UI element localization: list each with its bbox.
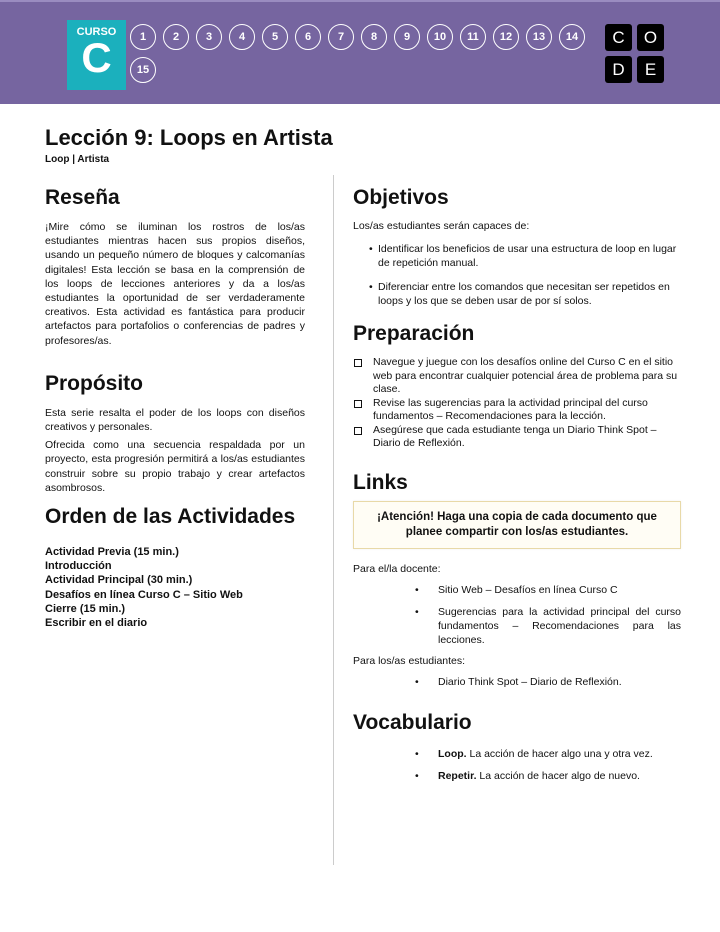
proposito-text-1: Esta serie resalta el poder de los loops con diseños creativos y personales. bbox=[45, 406, 305, 434]
checkbox-icon bbox=[354, 359, 362, 367]
activity-item: Actividad Previa (15 min.) bbox=[45, 546, 179, 559]
prep-text: Navegue y juegue con los desafíos online del Curso C en el sitio web para encontrar cualquier potencial área de problema para su clase. bbox=[373, 356, 678, 395]
activity-item: Escribir en el diario bbox=[45, 617, 148, 630]
prep-text: Asegúrese que cada estudiante tenga un Diario Think Spot – Diario de Reflexión. bbox=[373, 423, 657, 449]
orden-heading: Orden de las Actividades bbox=[45, 505, 296, 529]
logo-letter: C bbox=[605, 24, 632, 51]
page-title: Lección 9: Loops en Artista bbox=[45, 125, 333, 150]
activity-item: Actividad Principal (30 min.) bbox=[45, 574, 193, 587]
activity-item: Desafíos en línea Curso C – Sitio Web bbox=[45, 588, 243, 601]
lesson-3-link[interactable]: 3 bbox=[196, 24, 222, 50]
checkbox-icon bbox=[354, 400, 362, 408]
student-link[interactable]: • Diario Think Spot – Diario de Reflexión. bbox=[413, 675, 681, 689]
lesson-11-link[interactable]: 11 bbox=[460, 24, 486, 50]
vocabulario-heading: Vocabulario bbox=[353, 710, 472, 734]
prep-item bbox=[353, 397, 681, 424]
lesson-15-link[interactable]: 15 bbox=[130, 57, 156, 83]
lesson-14-link[interactable]: 14 bbox=[559, 24, 585, 50]
breadcrumb: Loop | Artista bbox=[45, 154, 110, 165]
links-heading: Links bbox=[353, 470, 408, 494]
logo-letter: O bbox=[637, 24, 664, 51]
course-label: CURSO bbox=[76, 26, 117, 38]
logo-letter: D bbox=[605, 56, 632, 83]
teacher-link[interactable]: • Sitio Web – Desafíos en línea Curso C bbox=[413, 583, 681, 597]
student-label: Para los/as estudiantes: bbox=[353, 654, 466, 667]
vocab-item bbox=[413, 747, 681, 761]
teacher-link[interactable]: • Sugerencias para la actividad principal del curso fundamentos – Recomendaciones para las lecciones. bbox=[413, 605, 681, 647]
course-header bbox=[0, 0, 720, 104]
lesson-7-link[interactable]: 7 bbox=[328, 24, 354, 50]
vocab-item bbox=[413, 769, 681, 783]
lesson-8-link[interactable]: 8 bbox=[361, 24, 387, 50]
vocab-term: Loop. bbox=[438, 747, 467, 760]
activity-item: Cierre (15 min.) bbox=[45, 602, 126, 615]
attention-note: ¡Atención! Haga una copia de cada documento que planee compartir con los/as estudiantes. bbox=[353, 501, 681, 549]
objective-item: • Identificar los beneficios de usar una estructura de loop en lugar de repetición manual. bbox=[353, 242, 681, 270]
course-letter: C bbox=[81, 34, 112, 81]
teacher-label: Para el/la docente: bbox=[353, 562, 441, 575]
checkbox-icon bbox=[354, 427, 362, 435]
lesson-2-link[interactable]: 2 bbox=[163, 24, 189, 50]
lesson-12-link[interactable]: 12 bbox=[493, 24, 519, 50]
lesson-5-link[interactable]: 5 bbox=[262, 24, 288, 50]
prep-item bbox=[353, 356, 681, 397]
lesson-6-link[interactable]: 6 bbox=[295, 24, 321, 50]
vocab-def: La acción de hacer algo una y otra vez. bbox=[466, 747, 653, 760]
column-divider bbox=[333, 175, 334, 865]
left-column bbox=[45, 186, 305, 630]
resena-text: ¡Mire cómo se iluminan los rostros de los/as estudiantes mientras hacen sus propios diseños, usando un pequeño número de bloques y calcomanías digitales! Esta lección se basa en la comprensión de los loops de lecciones anteriores y da a los/as estudiantes la oportunidad de ser verdaderamente creativos. Esta actividad es fantástica para producir artefactos para portafolios o conferencias de padres y profesores/as. bbox=[45, 221, 305, 347]
lesson-13-link[interactable]: 13 bbox=[526, 24, 552, 50]
objective-item: • Diferenciar entre los comandos que necesitan ser repetidos en loops y los que se deben usar de por sí solos. bbox=[353, 280, 681, 308]
activity-list bbox=[45, 545, 305, 630]
prep-text: Revise las sugerencias para la actividad principal del curso fundamentos – Recomendaciones para la lección. bbox=[373, 396, 648, 422]
objetivos-intro: Los/as estudiantes serán capaces de: bbox=[353, 220, 530, 232]
preparacion-heading: Preparación bbox=[353, 322, 475, 345]
lesson-9-link[interactable]: 9 bbox=[394, 24, 420, 50]
logo-letter: E bbox=[637, 56, 664, 83]
vocab-def: La acción de hacer algo de nuevo. bbox=[476, 769, 640, 782]
lesson-10-link[interactable]: 10 bbox=[427, 24, 453, 50]
course-badge bbox=[67, 20, 126, 90]
lesson-1-link[interactable]: 1 bbox=[130, 24, 156, 50]
vocab-term: Repetir. bbox=[438, 769, 477, 782]
proposito-heading: Propósito bbox=[45, 371, 143, 395]
prep-item bbox=[353, 424, 681, 451]
proposito-text-2: Ofrecida como una secuencia respaldada por un proyecto, esta progresión permitirá a los/as estudiantes construir sobre su propio trabajo y crear artefactos asombrosos. bbox=[45, 439, 305, 494]
activity-item: Introducción bbox=[45, 560, 112, 573]
right-column bbox=[353, 186, 681, 791]
lesson-4-link[interactable]: 4 bbox=[229, 24, 255, 50]
objetivos-heading: Objetivos bbox=[353, 186, 449, 209]
resena-heading: Reseña bbox=[45, 186, 120, 209]
